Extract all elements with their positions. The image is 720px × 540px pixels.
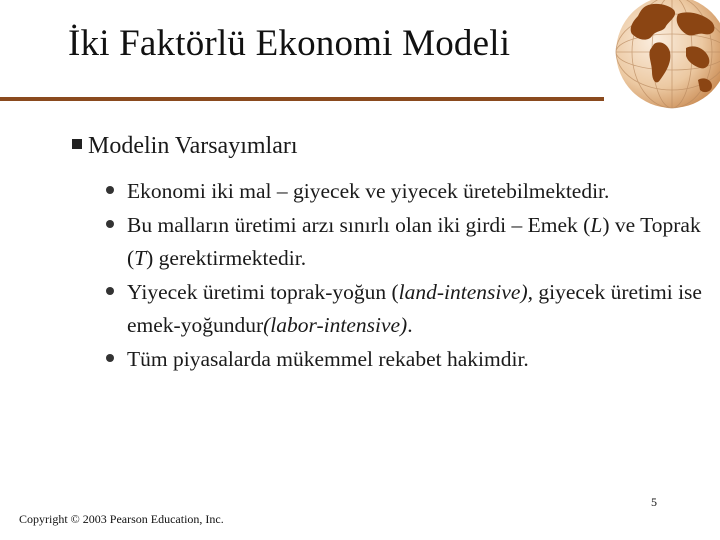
bullet-text: ) ve Toprak (	[127, 213, 701, 270]
bullet-text: Yiyecek üretimi toprak-yoğun (	[127, 280, 399, 304]
title-underline	[0, 97, 604, 101]
list-item	[105, 209, 705, 275]
bullet-list	[105, 175, 705, 377]
bullet-italic: L	[590, 213, 603, 237]
copyright-footer: Copyright © 2003 Pearson Education, Inc.	[19, 512, 224, 526]
heading-text: Modelin Varsayımları	[88, 133, 298, 159]
list-item	[105, 343, 705, 376]
bullet-dot-icon	[106, 354, 114, 362]
bullet-text: Bu malların üretimi arzı sınırlı olan iki girdi – Emek (	[127, 213, 591, 237]
globe-icon	[608, 0, 720, 112]
bullet-text: giyecek üretimi ise emek-yoğundur	[127, 280, 702, 337]
bullet-italic: land-intensive),	[398, 280, 534, 304]
bullet-text: Ekonomi iki mal – giyecek ve yiyecek üretebilmektedir.	[127, 179, 610, 203]
list-item	[105, 175, 705, 208]
list-item	[105, 276, 705, 342]
square-bullet-icon	[72, 139, 82, 149]
heading-level1	[72, 133, 298, 160]
bullet-dot-icon	[106, 220, 114, 228]
bullet-dot-icon	[106, 186, 114, 194]
page-number: 5	[651, 495, 657, 509]
bullet-text: .	[407, 313, 413, 337]
bullet-text: Tüm piyasalarda mükemmel rekabet hakimdir.	[127, 347, 529, 371]
bullet-dot-icon	[106, 287, 114, 295]
bullet-italic: T	[134, 246, 147, 270]
slide-title: İki Faktörlü Ekonomi Modeli	[68, 23, 511, 64]
bullet-text: ) gerektirmektedir.	[146, 246, 307, 270]
bullet-italic: (labor-intensive)	[263, 313, 408, 337]
